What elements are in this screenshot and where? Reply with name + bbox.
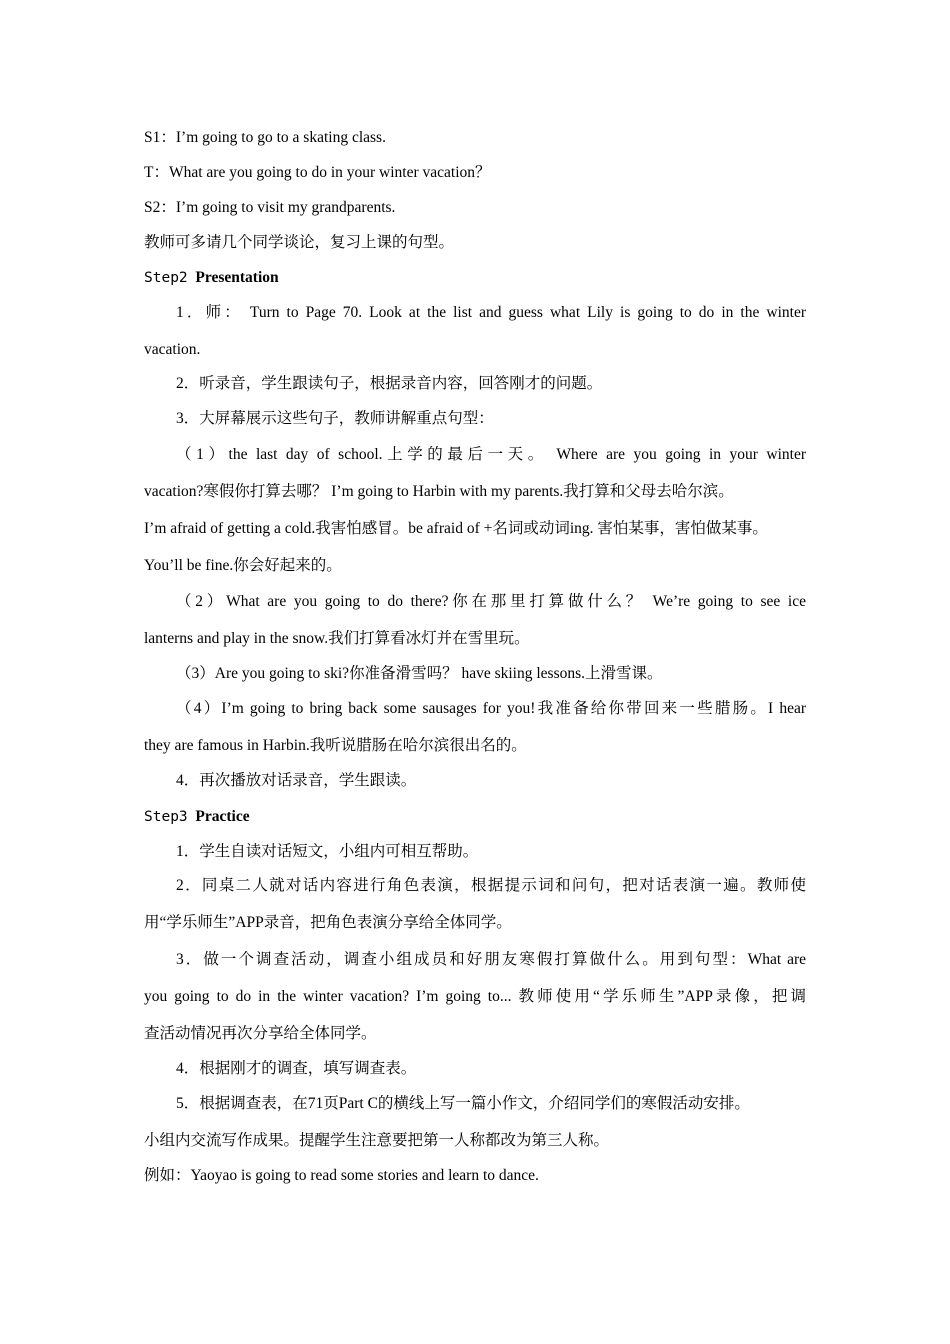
step3-label: Step3 [144,809,188,825]
presentation-item-1-cont: vacation. [144,341,201,358]
key-sentence-2: （2）What are you going to do there?你在那里打算做什么？ We’re going to see ice [176,593,806,610]
practice-item-4: 4．根据刚才的调查，填写调查表。 [176,1060,417,1077]
key-sentence-4: （4）I’m going to bring back some sausages for you!我准备给你带回来一些腊肠。I hear [176,700,806,717]
presentation-item-1: 1．师： Turn to Page 70. Look at the list and guess what Lily is going to do in the winter [176,304,806,321]
step2-title: Presentation [195,269,279,286]
practice-item-5: 5．根据调查表，在71页Part C的横线上写一篇小作文，介绍同学们的寒假活动安排。 [176,1095,750,1112]
presentation-item-3: 3．大屏幕展示这些句子，教师讲解重点句型： [176,410,494,427]
dialogue-line-s1: S1：I’m going to go to a skating class. [144,129,386,146]
practice-item-3-cont-a: you going to do in the winter vacation? I’m going to... 教师使用“学乐师生”APP录像，把调 [144,988,806,1005]
step2-label: Step2 [144,270,188,286]
step3-heading [144,807,250,827]
presentation-item-2: 2．听录音，学生跟读句子，根据录音内容，回答刚才的问题。 [176,375,603,392]
step2-heading [144,268,279,288]
practice-item-2: 2．同桌二人就对话内容进行角色表演，根据提示词和问句，把对话表演一遍。教师使 [176,877,806,894]
key-sentence-2-cont: lanterns and play in the snow.我们打算看冰灯并在雪里玩。 [144,630,530,647]
key-sentence-3: （3）Are you going to ski?你准备滑雪吗？ have skiing lessons.上滑雪课。 [176,665,663,682]
key-sentence-4-cont: they are famous in Harbin.我听说腊肠在哈尔滨很出名的。 [144,737,527,754]
dialogue-line-s2: S2：I’m going to visit my grandparents. [144,199,396,216]
example-line: 例如：Yaoyao is going to read some stories and learn to dance. [144,1167,539,1184]
step3-title: Practice [195,808,250,825]
practice-item-5-cont: 小组内交流写作成果。提醒学生注意要把第一人称都改为第三人称。 [144,1132,610,1149]
key-sentence-1-cont-b: I’m afraid of getting a cold.我害怕感冒。be afraid of +名词或动词ing. 害怕某事，害怕做某事。 [144,520,768,537]
teacher-note: 教师可多请几个同学谈论，复习上课的句型。 [144,234,455,251]
presentation-item-4: 4．再次播放对话录音，学生跟读。 [176,772,417,789]
key-sentence-1: （1）the last day of school.上学的最后一天。 Where are you going in your winter [176,446,806,463]
dialogue-line-t: T：What are you going to do in your winter vacation？ [144,164,491,181]
key-sentence-1-cont-a: vacation?寒假你打算去哪？ I’m going to Harbin with my parents.我打算和父母去哈尔滨。 [144,483,734,500]
practice-item-3-cont-b: 查活动情况再次分享给全体同学。 [144,1025,377,1042]
key-sentence-1-cont-c: You’ll be fine.你会好起来的。 [144,557,342,574]
practice-item-1: 1．学生自读对话短文，小组内可相互帮助。 [176,843,479,860]
practice-item-3: 3．做一个调查活动，调查小组成员和好朋友寒假打算做什么。用到句型：What are [176,951,806,968]
practice-item-2-cont: 用“学乐师生”APP录音，把角色表演分享给全体同学。 [144,914,512,931]
